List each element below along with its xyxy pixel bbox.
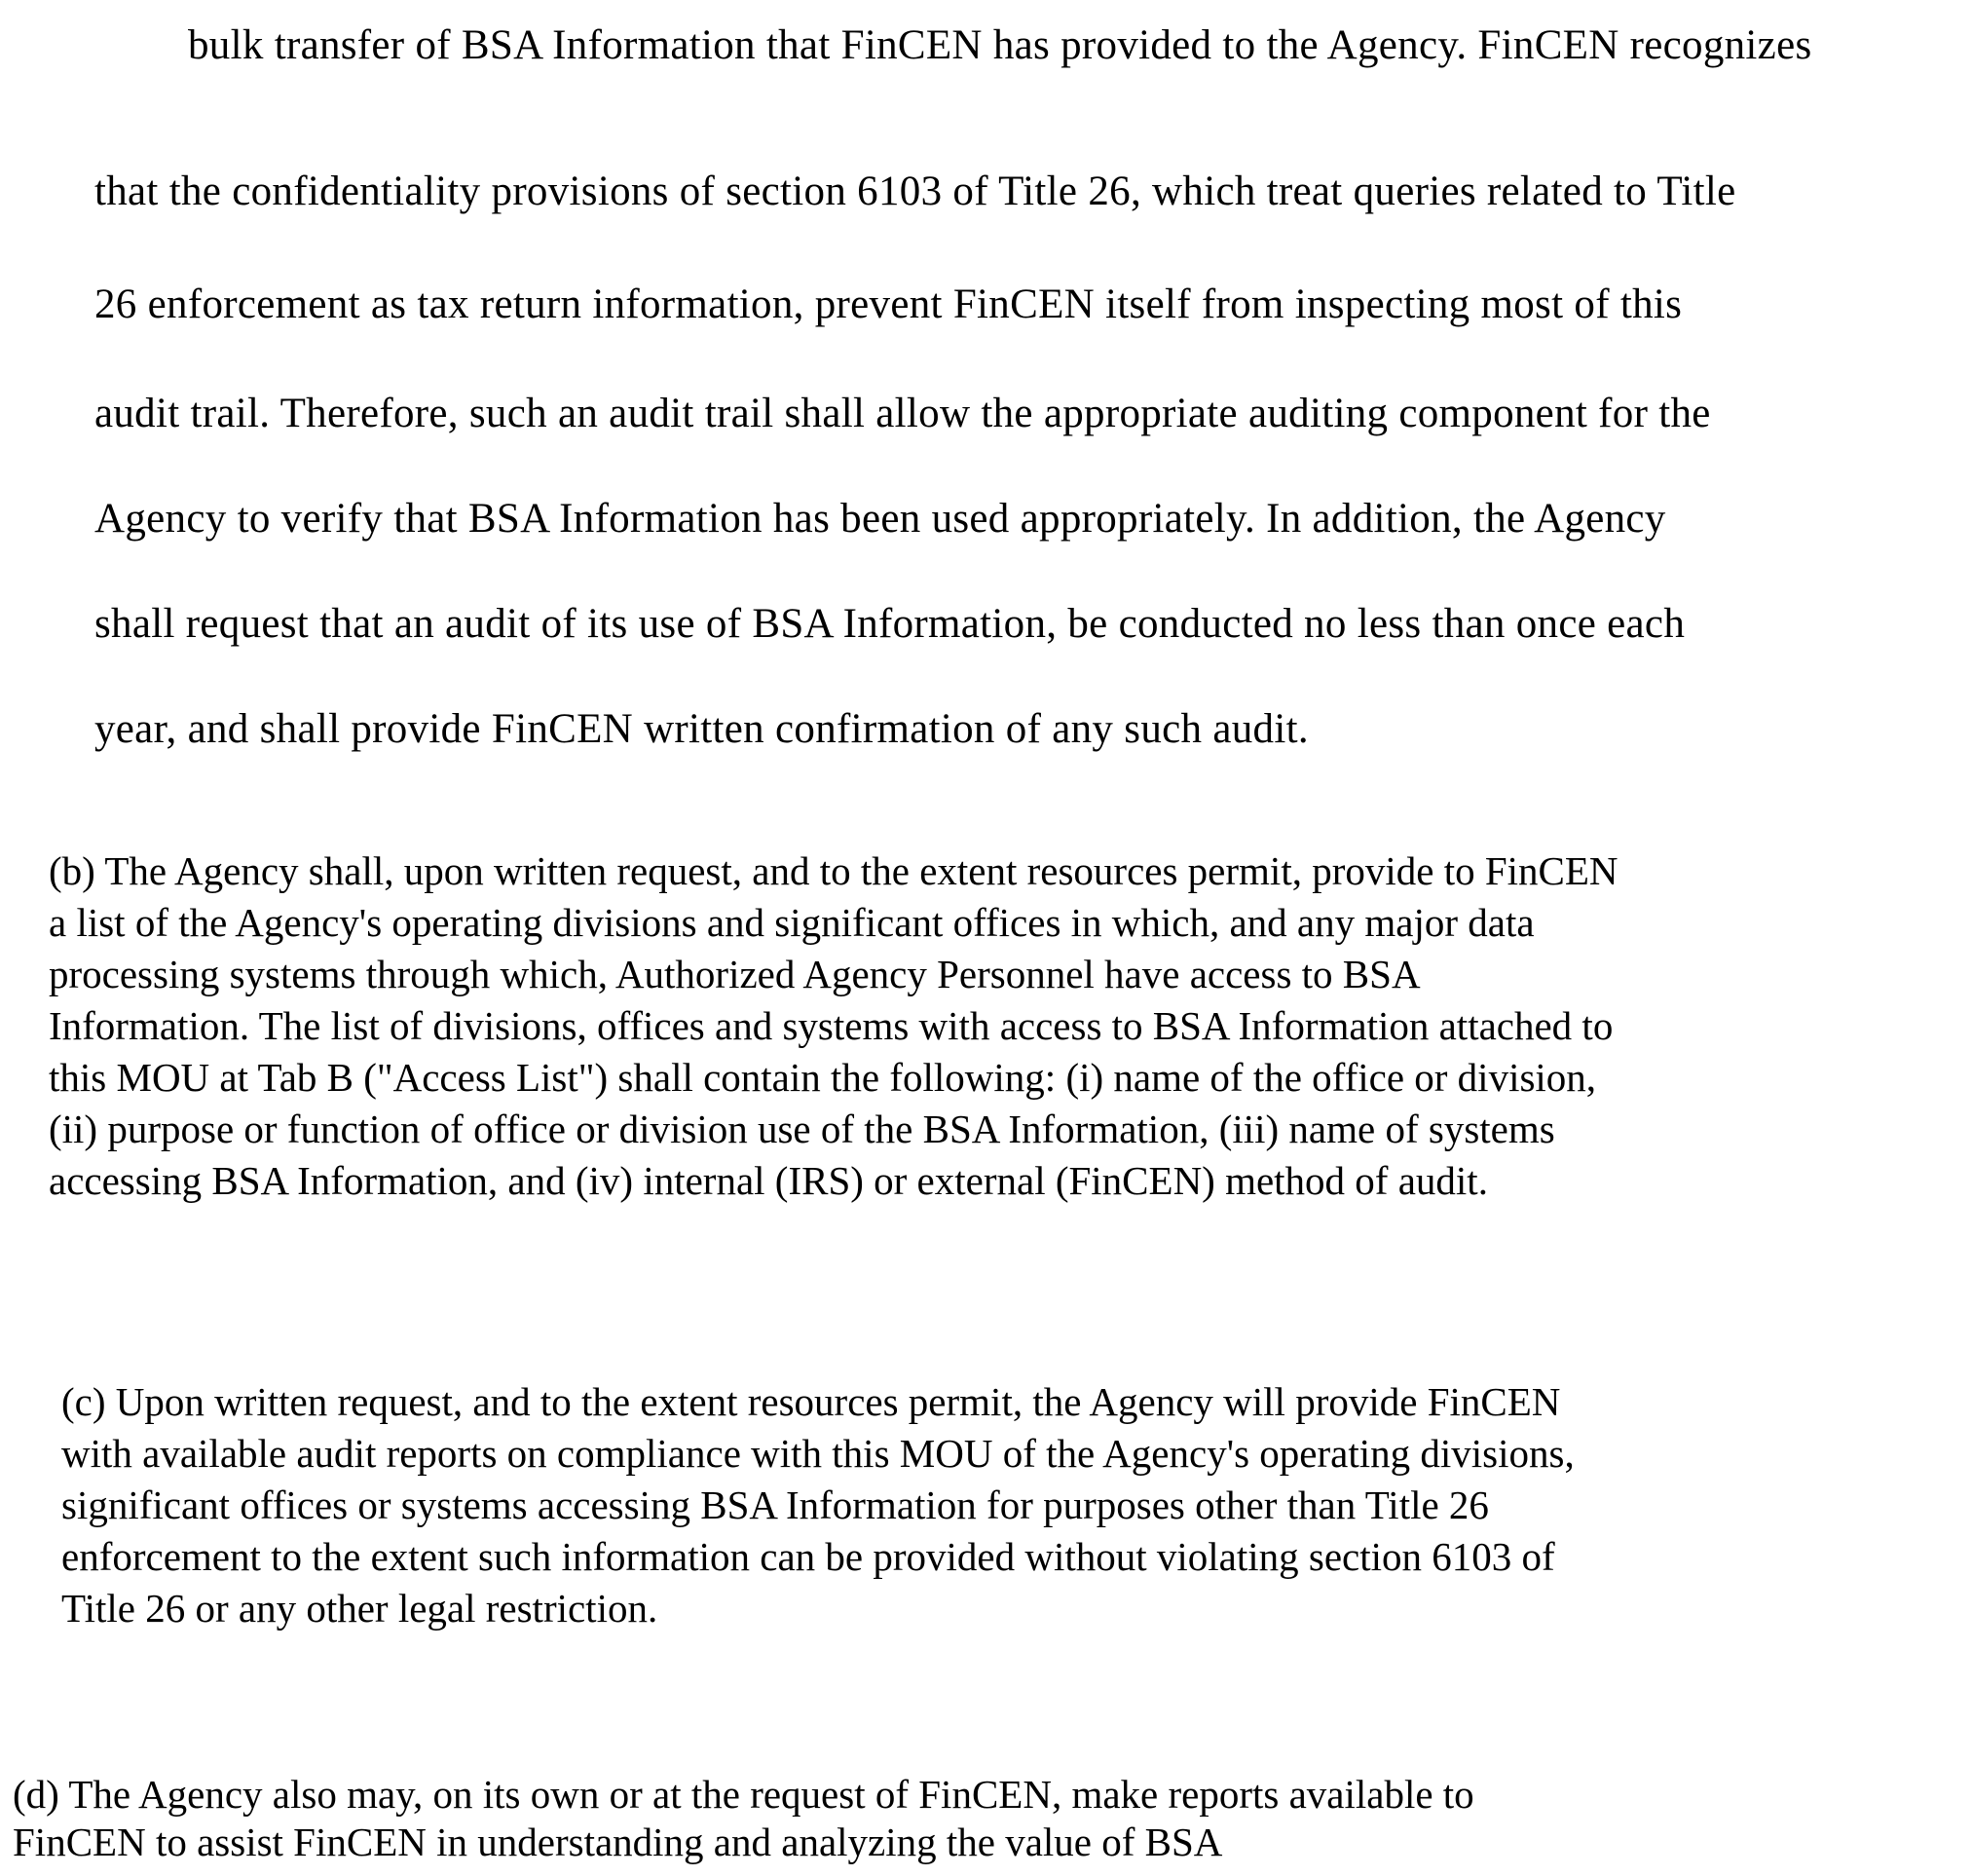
top-paragraph-line: audit trail. Therefore, such an audit trail shall allow the appropriate auditing component for the: [94, 391, 1711, 436]
top-paragraph-line: shall request that an audit of its use of BSA Information, be conducted no less than once each: [94, 601, 1686, 647]
paragraph-c-line: Title 26 or any other legal restriction.: [61, 1586, 658, 1631]
paragraph-b-line: a list of the Agency's operating divisions and significant offices in which, and any major data: [49, 900, 1535, 945]
paragraph-c-line: enforcement to the extent such information can be provided without violating section 6103 of: [61, 1534, 1555, 1579]
top-paragraph-line: Agency to verify that BSA Information has been used appropriately. In addition, the Agency: [94, 496, 1666, 542]
paragraph-b-line: accessing BSA Information, and (iv) internal (IRS) or external (FinCEN) method of audit.: [49, 1158, 1488, 1203]
paragraph-d: [13, 1771, 1474, 1866]
paragraph-d-line: (d) The Agency also may, on its own or at the request of FinCEN, make reports available to: [13, 1772, 1474, 1817]
top-paragraph-line: bulk transfer of BSA Information that FinCEN has provided to the Agency. FinCEN recognizes: [188, 22, 1812, 68]
paragraph-c: [61, 1376, 1575, 1634]
paragraph-b-line: this MOU at Tab B ("Access List") shall contain the following: (i) name of the office or division,: [49, 1055, 1597, 1100]
top-paragraph-line: year, and shall provide FinCEN written confirmation of any such audit.: [94, 706, 1309, 752]
paragraph-b-line: (b) The Agency shall, upon written request, and to the extent resources permit, provide to FinCEN: [49, 848, 1619, 893]
paragraph-d-line: FinCEN to assist FinCEN in understanding and analyzing the value of BSA: [13, 1820, 1223, 1864]
paragraph-c-line: significant offices or systems accessing BSA Information for purposes other than Title 26: [61, 1482, 1489, 1527]
paragraph-b-line: (ii) purpose or function of office or division use of the BSA Information, (iii) name of systems: [49, 1107, 1555, 1151]
top-paragraph-line: 26 enforcement as tax return information, prevent FinCEN itself from inspecting most of this: [94, 281, 1683, 327]
paragraph-b-line: processing systems through which, Authorized Agency Personnel have access to BSA: [49, 952, 1421, 996]
paragraph-c-line: (c) Upon written request, and to the extent resources permit, the Agency will provide FinCEN: [61, 1379, 1561, 1424]
paragraph-b-line: Information. The list of divisions, offices and systems with access to BSA Information attached to: [49, 1003, 1614, 1048]
paragraph-c-line: with available audit reports on compliance with this MOU of the Agency's operating divisions,: [61, 1431, 1575, 1476]
top-paragraph-line: that the confidentiality provisions of section 6103 of Title 26, which treat queries related to Title: [94, 169, 1736, 214]
paragraph-b: [49, 845, 1619, 1207]
